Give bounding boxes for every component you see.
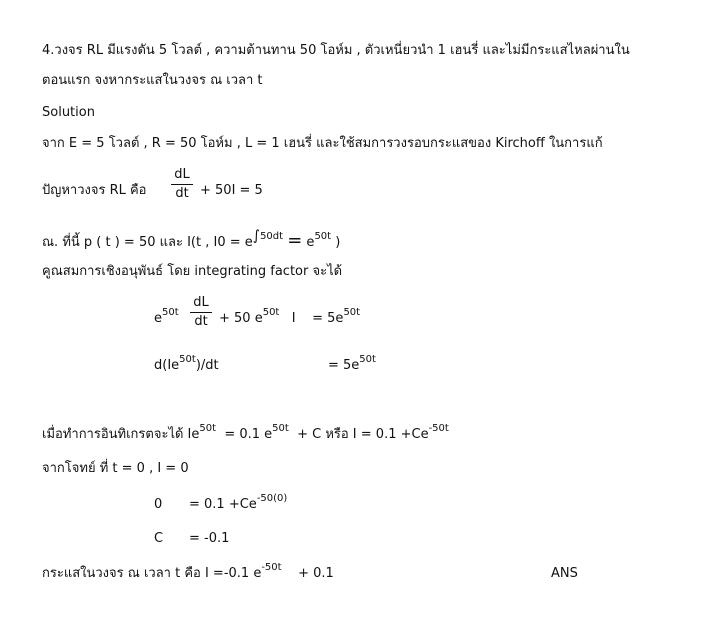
equation-6-rhs: = -0.1 (189, 531, 230, 546)
equation-3-mid: + 50 e (219, 311, 263, 326)
fraction-numerator: dL (193, 295, 209, 310)
integrate-a: เมื่อทำการอินทิเกรตจะได้ Ie (42, 427, 200, 442)
answer-b: + 0.1 (298, 566, 334, 581)
equation-5-lhs: 0 (154, 497, 163, 512)
equation-5-rhs (189, 493, 288, 514)
equation-4-lhs-b: )/dt (195, 358, 219, 373)
fraction-denominator: dt (175, 186, 189, 201)
given-line: จาก E = 5 โวลต์ , R = 50 โอห์ม , L = 1 เฮนรี่ และใช้สมการวงรอบกระแสของ Kirchoff ในการแก้ (42, 136, 603, 151)
superscript: 50t (314, 231, 332, 242)
superscript: 50t (359, 354, 376, 365)
equation-4-lhs (154, 354, 219, 375)
superscript: 50t (272, 423, 289, 434)
equation-1-prefix: ปัญหาวงจร RL คือ (42, 183, 147, 198)
equation-3-rhs: = 5e (312, 311, 344, 326)
superscript: 50t (343, 307, 361, 318)
equation-6-lhs: C (154, 531, 164, 546)
superscript: 50t (199, 423, 217, 434)
superscript: -50t (261, 562, 282, 573)
equation-3-fraction (189, 294, 213, 331)
equation-3-left (154, 307, 179, 328)
superscript: -50t (428, 423, 449, 434)
integrate-b: = 0.1 e (224, 427, 273, 442)
integrate-c: + C หรือ I = 0.1 +Ce (297, 427, 429, 442)
superscript: -50(0) (256, 493, 288, 504)
problem-line-1: 4.วงจร RL มีแรงดัน 5 โวลต์ , ความต้านทาน 50 โอห์ม , ตัวเหนี่ยวนำ 1 เฮนรี่ และไม่มีกระแสไหลผ่านใน (42, 43, 630, 58)
answer-a: กระแสในวงจร ณ เวลา t คือ I =-0.1 e (42, 566, 262, 581)
equation-2: ณ. ที่นี้ p ( t ) = 50 และ I(t , $I0 = e\int^{50dt} = e^{50t}$ ) (42, 228, 341, 251)
equation-3-e: e (154, 311, 162, 326)
equation-4-rhs (328, 354, 376, 375)
fraction-denominator: dt (194, 314, 208, 329)
condition-line: จากโจทย์ ที่ t = 0 , I = 0 (42, 461, 189, 476)
equation-1-rest: + 50I = 5 (200, 183, 263, 198)
superscript: 50dt (260, 231, 284, 242)
equals-sign: = (287, 230, 303, 251)
equation-4-lhs-a: d(Ie (154, 358, 180, 373)
ans-label: ANS (551, 566, 578, 581)
equation-5-rhs-text: = 0.1 +Ce (189, 497, 257, 512)
superscript: 50t (162, 307, 179, 318)
equation-1-fraction (170, 166, 194, 203)
solution-label: Solution (42, 105, 95, 120)
superscript: 50t (262, 307, 280, 318)
integral-symbol: ∫ (252, 228, 261, 244)
fraction-numerator: dL (174, 167, 190, 182)
close-paren: ) (335, 235, 341, 250)
equation-3-i: I (291, 311, 296, 326)
answer-line (42, 562, 334, 583)
superscript: 50t (179, 354, 196, 365)
equation-3-right (219, 307, 361, 328)
integrate-line (42, 423, 449, 444)
equation-4-rhs-text: = 5e (328, 358, 360, 373)
equation-2-text: ณ. ที่นี้ p ( t ) = 50 และ I(t , I0 = e (42, 235, 253, 250)
problem-line-2: ตอนแรก จงหากระแสในวงจร ณ เวลา t (42, 73, 263, 88)
integrating-factor-line: คูณสมการเชิงอนุพันธ์ โดย integrating factor จะได้ (42, 264, 343, 279)
